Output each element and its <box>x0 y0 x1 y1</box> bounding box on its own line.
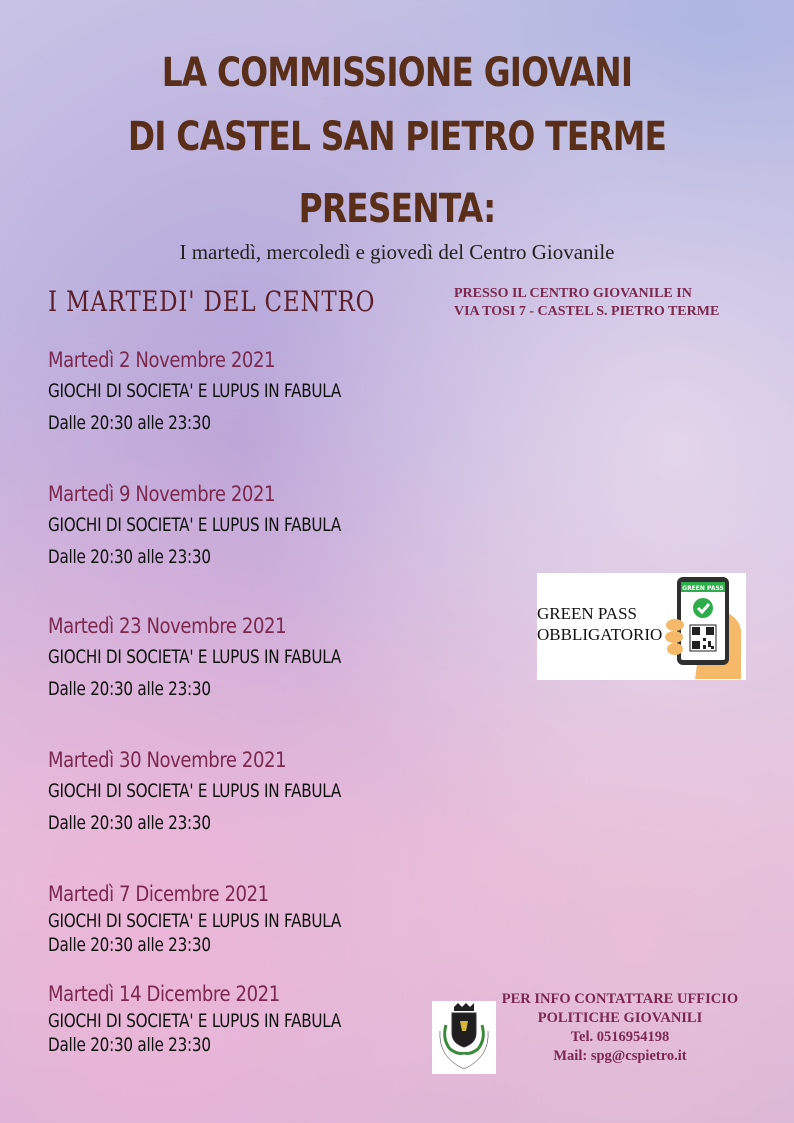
event-time: Dalle 20:30 alle 23:30 <box>48 678 211 700</box>
event-title: GIOCHI DI SOCIETA' E LUPUS IN FABULA <box>48 780 342 802</box>
event-item <box>48 745 414 839</box>
event-title: GIOCHI DI SOCIETA' E LUPUS IN FABULA <box>48 380 342 402</box>
location-line-1: PRESSO IL CENTRO GIOVANILE IN <box>454 286 692 301</box>
contact-line-1: PER INFO CONTATTARE UFFICIO <box>501 991 739 1007</box>
title-line-1: LA COMMISSIONE GIOVANI <box>161 50 633 96</box>
location-info <box>454 285 719 321</box>
event-date: Martedì 7 Dicembre 2021 <box>48 882 269 906</box>
subtitle: I martedì, mercoledì e giovedì del Centro Giovanile <box>179 240 615 264</box>
event-title: GIOCHI DI SOCIETA' E LUPUS IN FABULA <box>48 910 342 932</box>
event-item <box>48 479 414 573</box>
event-date: Martedì 9 Novembre 2021 <box>48 482 276 506</box>
event-time: Dalle 20:30 alle 23:30 <box>48 546 211 568</box>
event-item <box>48 611 414 705</box>
location-line-2: VIA TOSI 7 - CASTEL S. PIETRO TERME <box>454 304 720 319</box>
event-time: Dalle 20:30 alle 23:30 <box>48 412 211 434</box>
event-date: Martedì 14 Dicembre 2021 <box>48 982 280 1006</box>
event-title: GIOCHI DI SOCIETA' E LUPUS IN FABULA <box>48 1010 342 1032</box>
event-time: Dalle 20:30 alle 23:30 <box>48 934 211 956</box>
green-pass-notice <box>537 573 746 680</box>
event-time: Dalle 20:30 alle 23:30 <box>48 1034 211 1056</box>
event-item <box>48 345 414 439</box>
event-item <box>48 879 414 957</box>
city-logo <box>432 1001 496 1074</box>
title-line-3: PRESENTA: <box>298 186 496 232</box>
contact-email: Mail: spg@cspietro.it <box>553 1048 687 1064</box>
title-line-2: DI CASTEL SAN PIETRO TERME <box>127 114 667 160</box>
green-pass-text <box>537 603 662 645</box>
event-date: Martedì 2 Novembre 2021 <box>48 348 276 372</box>
event-title: GIOCHI DI SOCIETA' E LUPUS IN FABULA <box>48 514 342 536</box>
contact-info <box>490 990 750 1066</box>
phone-label: GREEN PASS <box>682 585 724 592</box>
green-pass-line-1: GREEN PASS <box>537 604 637 623</box>
event-date: Martedì 23 Novembre 2021 <box>48 614 287 638</box>
contact-line-2: POLITICHE GIOVANILI <box>537 1010 703 1026</box>
event-time: Dalle 20:30 alle 23:30 <box>48 812 211 834</box>
event-title: GIOCHI DI SOCIETA' E LUPUS IN FABULA <box>48 646 342 668</box>
event-item <box>48 979 414 1057</box>
green-pass-phone-icon <box>665 575 745 679</box>
event-date: Martedì 30 Novembre 2021 <box>48 748 287 772</box>
section-title: I MARTEDI' DEL CENTRO <box>48 285 376 318</box>
green-pass-line-2: OBBLIGATORIO <box>537 625 663 644</box>
city-coat-of-arms-icon <box>432 1001 496 1074</box>
contact-phone: Tel. 0516954198 <box>570 1029 670 1045</box>
